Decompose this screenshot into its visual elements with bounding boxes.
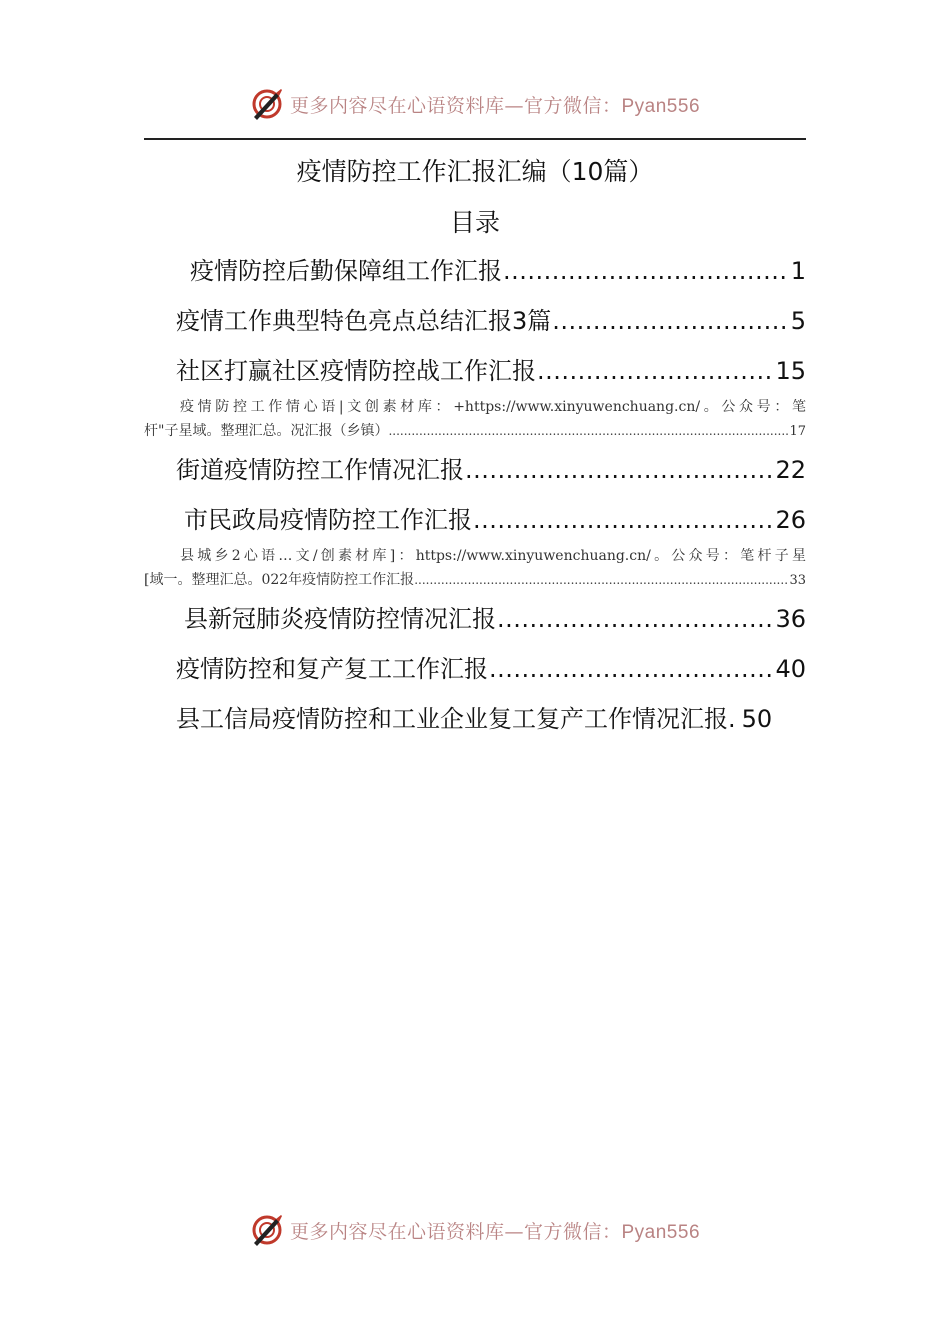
banner-text: 更多内容尽在心语资料库—官方微信：Pyan556 — [289, 1220, 701, 1243]
toc-heading: 目录 — [449, 208, 500, 237]
wechat-id: Pyan556 — [621, 95, 701, 117]
pen-logo-icon — [250, 87, 284, 121]
toc-entry[interactable]: 疫情防控和复产复工工作汇报 ..... 40 — [176, 652, 806, 686]
toc-sub-entry[interactable]: 县城乡2心语…文/创素材库]：https://www.xinyuwenchuang.cn/。公众号：笔杆子星 [域一。整理汇总。022年疫情防控工作汇报 ..... 33 — [144, 544, 806, 593]
toc-sub-entry[interactable]: 疫情防控工作情心语|文创素材库：+https://www.xinyuwenchuang.cn/。公众号：笔 杆"子星域。整理汇总。况汇报（乡镇） ..... 17 — [144, 395, 806, 444]
header-rule — [144, 138, 806, 140]
toc-entry[interactable]: 县新冠肺炎疫情防控情况汇报 ..... 36 — [184, 602, 806, 636]
toc-entry[interactable]: 街道疫情防控工作情况汇报 ..... 22 — [176, 453, 806, 487]
footer-banner — [0, 1210, 950, 1250]
banner-text: 更多内容尽在心语资料库—官方微信：Pyan556 — [289, 94, 701, 117]
wechat-id: Pyan556 — [621, 1221, 701, 1243]
toc-entry[interactable]: 疫情防控后勤保障组工作汇报 ..... 1 — [190, 254, 806, 288]
toc-entry[interactable]: 疫情工作典型特色亮点总结汇报3篇 ..... 5 — [176, 304, 806, 338]
pen-logo-icon — [250, 1213, 284, 1247]
toc-entry[interactable]: 县工信局疫情防控和工业企业复工复产工作情况汇报. 50 — [176, 705, 773, 733]
document-title: 疫情防控工作汇报汇编（10篇） — [296, 157, 654, 186]
toc-entry[interactable]: 社区打赢社区疫情防控战工作汇报 ..... 15 — [176, 354, 806, 388]
toc-entry[interactable]: 市民政局疫情防控工作汇报 ..... 26 — [184, 503, 806, 537]
header-banner — [0, 84, 950, 124]
